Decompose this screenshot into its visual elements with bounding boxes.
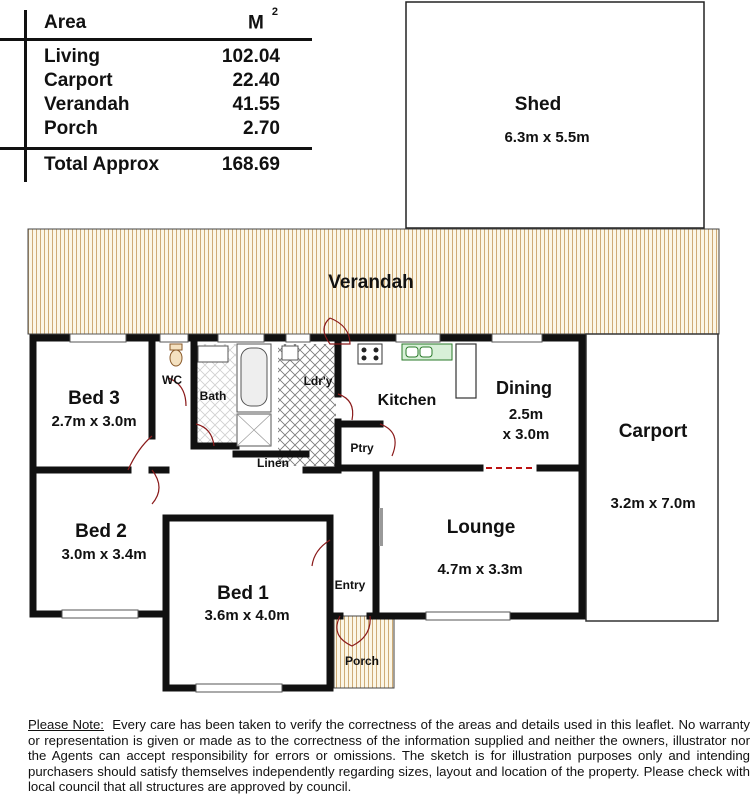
area-row-living: Living 102.04 [44, 46, 280, 67]
bed1-label: Bed 1 [217, 583, 269, 604]
bath-label: Bath [199, 389, 227, 403]
area-row-total: Total Approx 168.69 [44, 154, 280, 175]
carport-outline [586, 334, 718, 621]
disclaimer-body: Every care has been taken to verify the correctness of the areas and details used in this leaflet. No warranty or representation is given or made as to the correctness of the information supplied and neither the owners, illustrator nor the Agents can accept responsibility for errors or omissions. The sketch is for illustration purposes only and intending purchasers should satisfy themselves independently regarding sizes, layout and location of the property. Please check with local council that all structures are approved by council. [28, 717, 750, 795]
linen-label: Linen [257, 456, 289, 470]
pantry-label: Ptry [350, 441, 374, 455]
dining-label: Dining [496, 378, 552, 398]
lounge-size: 4.7m x 3.3m [437, 561, 523, 578]
laundry-floor [278, 344, 336, 466]
area-header-label: Area [44, 12, 87, 33]
area-row-carport: Carport 22.40 [44, 70, 280, 91]
area-header-unit-sup: 2 [271, 6, 278, 18]
porch-label: Porch [344, 654, 380, 668]
carport-label: Carport [618, 421, 688, 442]
lounge-label: Lounge [446, 517, 516, 538]
verandah-label: Verandah [328, 272, 414, 293]
dining-size-line1: 2.5m [508, 406, 544, 423]
entry-label: Entry [334, 578, 366, 592]
bed2-label: Bed 2 [75, 521, 127, 542]
bed3-label: Bed 3 [68, 388, 120, 409]
disclaimer-heading: Please Note: [28, 717, 104, 732]
sliding-door [379, 508, 383, 546]
kitchen-label: Kitchen [377, 392, 437, 409]
disclaimer-note [28, 717, 750, 795]
porch-area [334, 616, 394, 688]
shed-outline [406, 2, 704, 228]
bed3-size: 2.7m x 3.0m [51, 413, 137, 430]
wc-label: WC [162, 373, 182, 387]
shed-label: Shed [514, 94, 562, 115]
bed2-size: 3.0m x 3.4m [61, 546, 147, 563]
bed1-size: 3.6m x 4.0m [204, 607, 290, 624]
shed-size: 6.3m x 5.5m [504, 129, 590, 146]
area-header-unit: M [248, 12, 264, 34]
area-row-porch: Porch 2.70 [44, 118, 280, 139]
carport-size: 3.2m x 7.0m [610, 495, 696, 512]
dining-size-line2: x 3.0m [502, 426, 550, 443]
laundry-label: Ldr'y [303, 374, 333, 388]
area-row-verandah: Verandah 41.55 [44, 94, 280, 115]
